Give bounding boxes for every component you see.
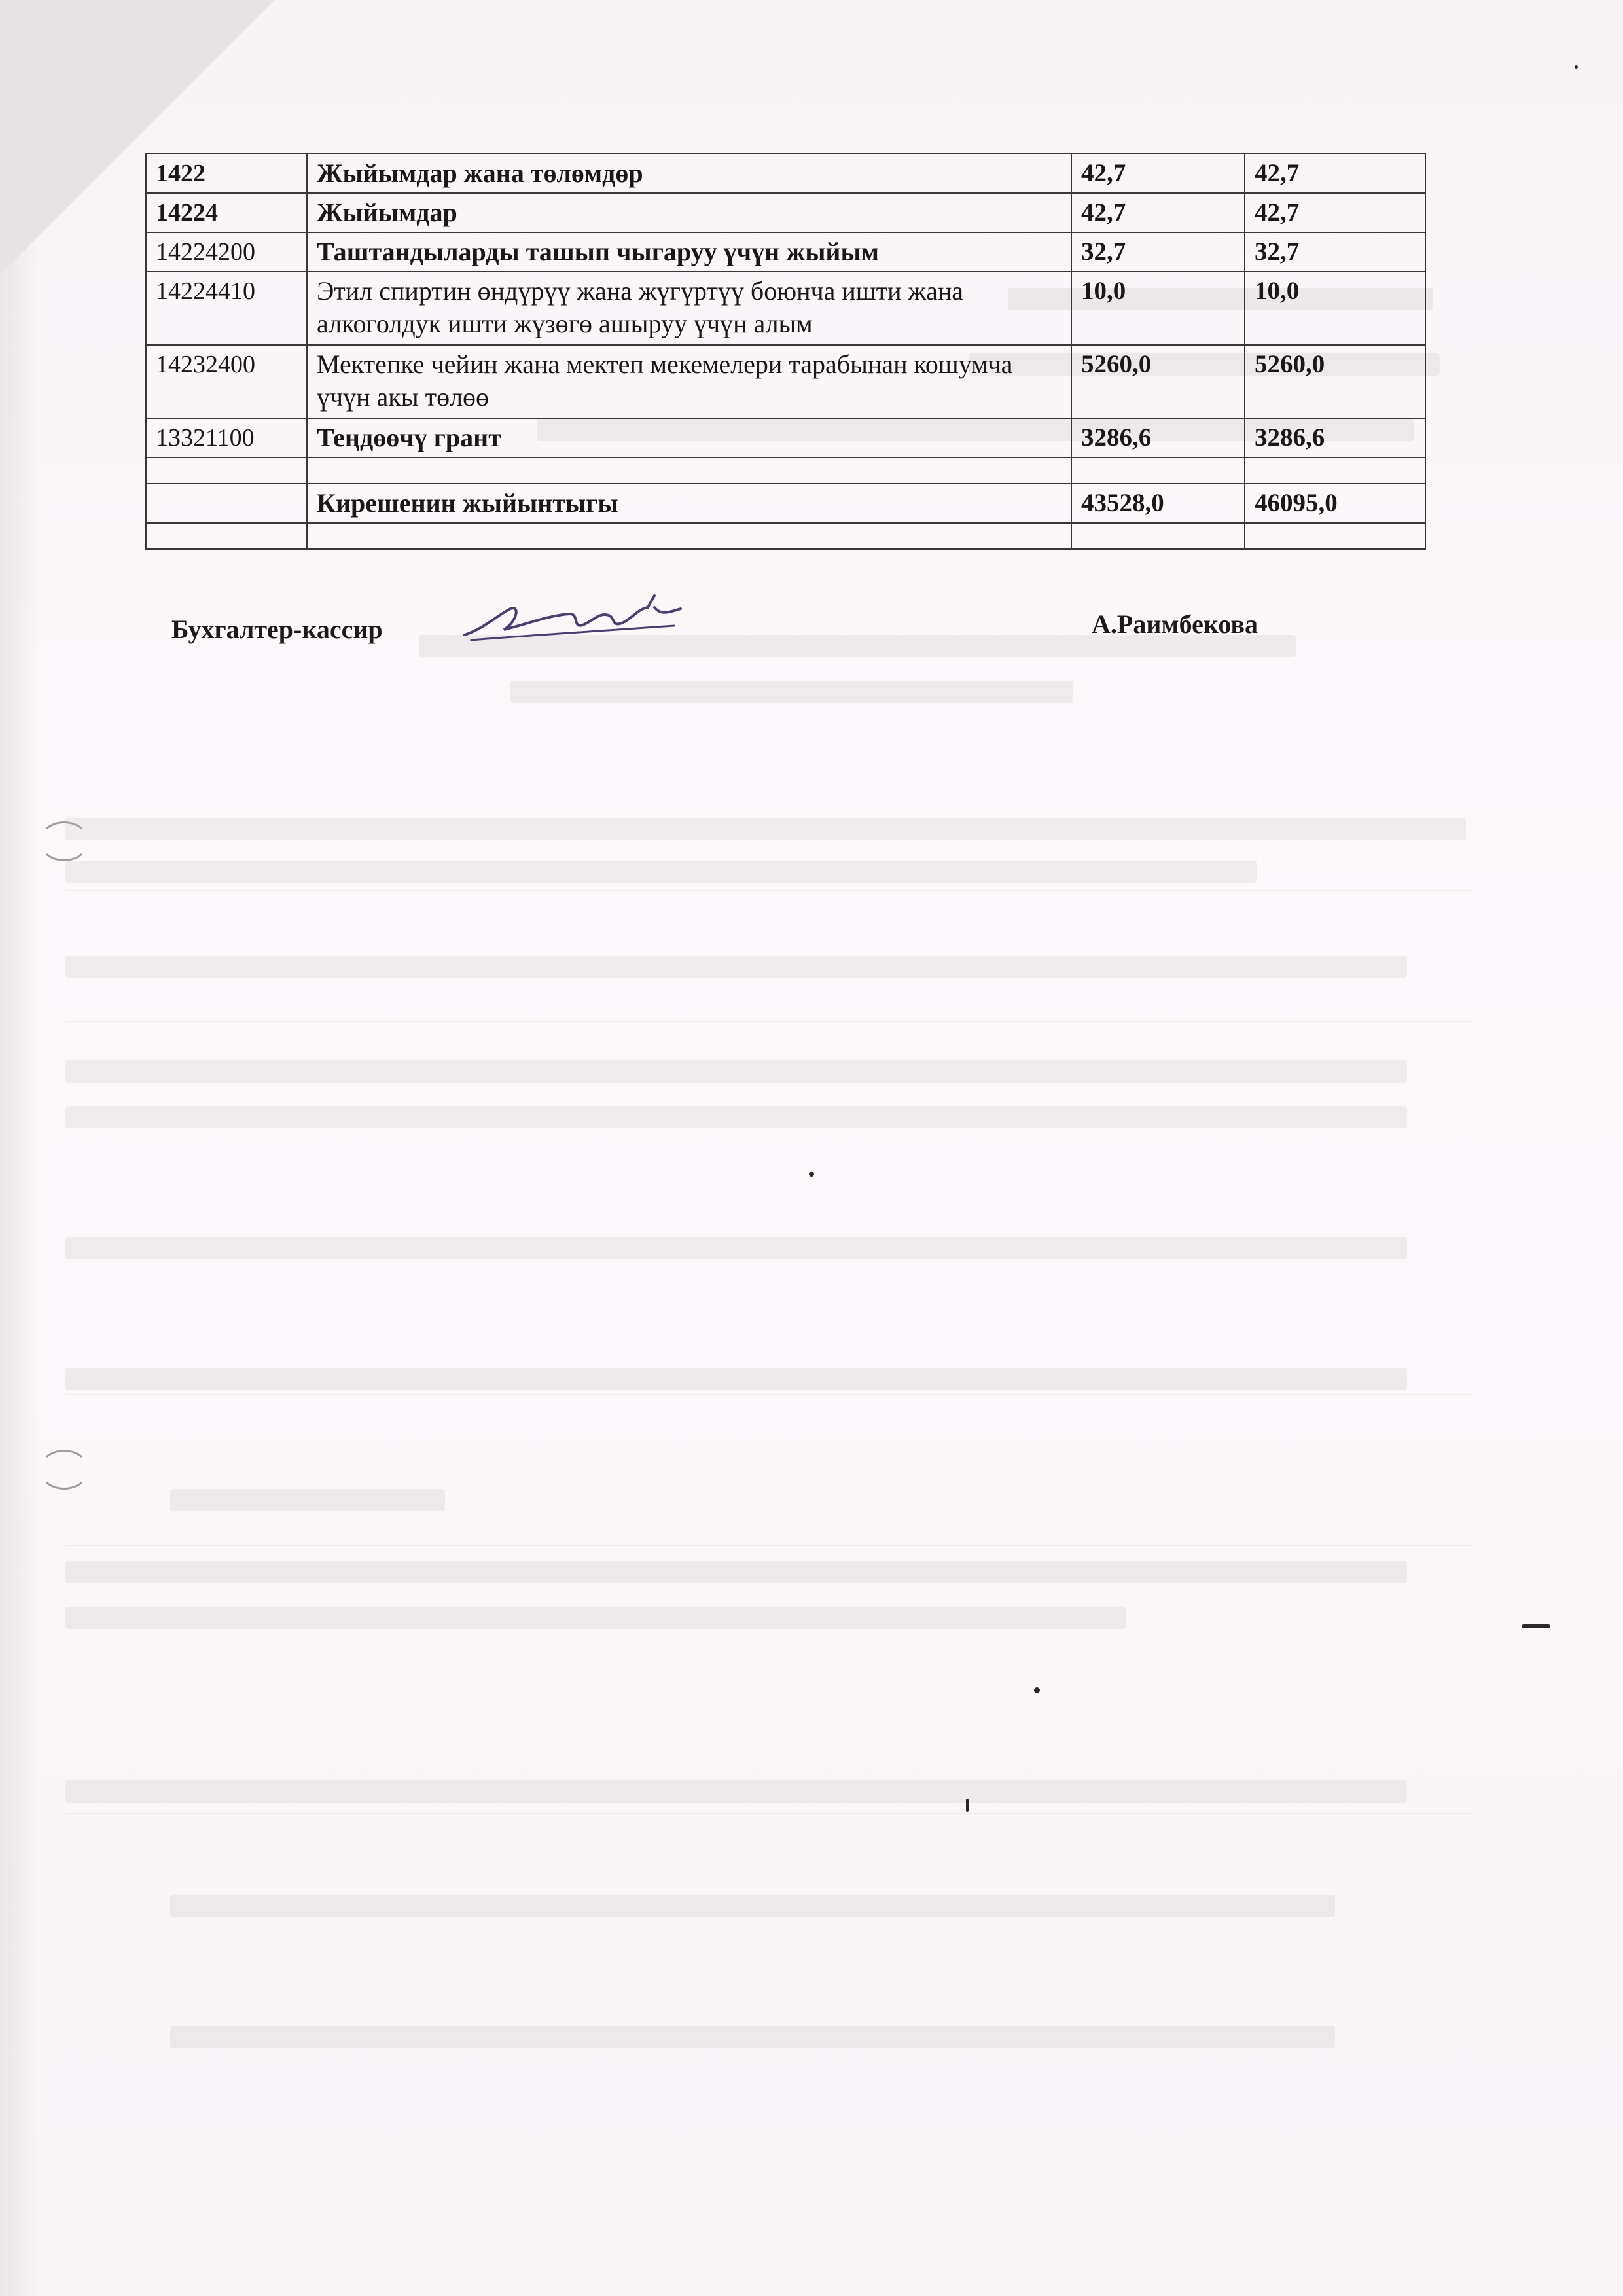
row-value-2: 10,0 [1245, 272, 1425, 345]
row-value-1: 3286,6 [1071, 418, 1245, 457]
row-value-1: 32,7 [1071, 232, 1245, 272]
handwritten-signature [458, 589, 694, 661]
table-row-blank [146, 457, 1425, 484]
signature-block [0, 609, 1623, 687]
row-value-2: 5260,0 [1245, 345, 1425, 418]
row-code: 14224 [146, 193, 307, 232]
signer-name: А.Раимбекова [1092, 609, 1258, 639]
row-code: 14224200 [146, 232, 307, 272]
row-name: Мектепке чейин жана мектеп мекемелери тарабынан кошумча үчүн акы төлөө [307, 345, 1071, 418]
row-value-2: 32,7 [1245, 232, 1425, 272]
total-label: Кирешенин жыйынтыгы [307, 484, 1071, 523]
row-value-1: 42,7 [1071, 193, 1245, 232]
scan-speck [1575, 65, 1578, 69]
income-table [145, 153, 1426, 550]
table-row [146, 418, 1425, 457]
table-row [146, 272, 1425, 345]
total-value-1: 43528,0 [1071, 484, 1245, 523]
page-shadow-edge [0, 0, 39, 2296]
table-row-blank [146, 523, 1425, 549]
row-name: Жыйымдар жана төлөмдөр [307, 154, 1071, 193]
row-value-1: 5260,0 [1071, 345, 1245, 418]
scan-speck [1034, 1687, 1040, 1693]
row-code: 14232400 [146, 345, 307, 418]
table-row [146, 154, 1425, 193]
punch-hole-mark [39, 821, 89, 861]
row-value-2: 42,7 [1245, 193, 1425, 232]
signer-role: Бухгалтер-кассир [171, 615, 383, 644]
table-row-total [146, 484, 1425, 523]
scan-speck [966, 1799, 969, 1812]
row-value-1: 42,7 [1071, 154, 1245, 193]
row-name: Жыйымдар [307, 193, 1071, 232]
row-value-2: 42,7 [1245, 154, 1425, 193]
table-row [146, 345, 1425, 418]
table-row [146, 193, 1425, 232]
total-value-2: 46095,0 [1245, 484, 1425, 523]
row-code: 1422 [146, 154, 307, 193]
row-name: Этил спиртин өндүрүү жана жүгүртүү боюнча ишти жана алкоголдук ишти жүзөгө ашыруу үчүн алым [307, 272, 1071, 345]
row-value-1: 10,0 [1071, 272, 1245, 345]
row-code: 14224410 [146, 272, 307, 345]
punch-hole-mark [39, 1450, 89, 1490]
row-value-2: 3286,6 [1245, 418, 1425, 457]
scan-speck [809, 1172, 814, 1177]
row-name: Теңдөөчү грант [307, 418, 1071, 457]
row-name: Таштандыларды ташып чыгаруу үчүн жыйым [307, 232, 1071, 272]
scan-speck [1522, 1624, 1550, 1628]
table-row [146, 232, 1425, 272]
row-code: 13321100 [146, 418, 307, 457]
